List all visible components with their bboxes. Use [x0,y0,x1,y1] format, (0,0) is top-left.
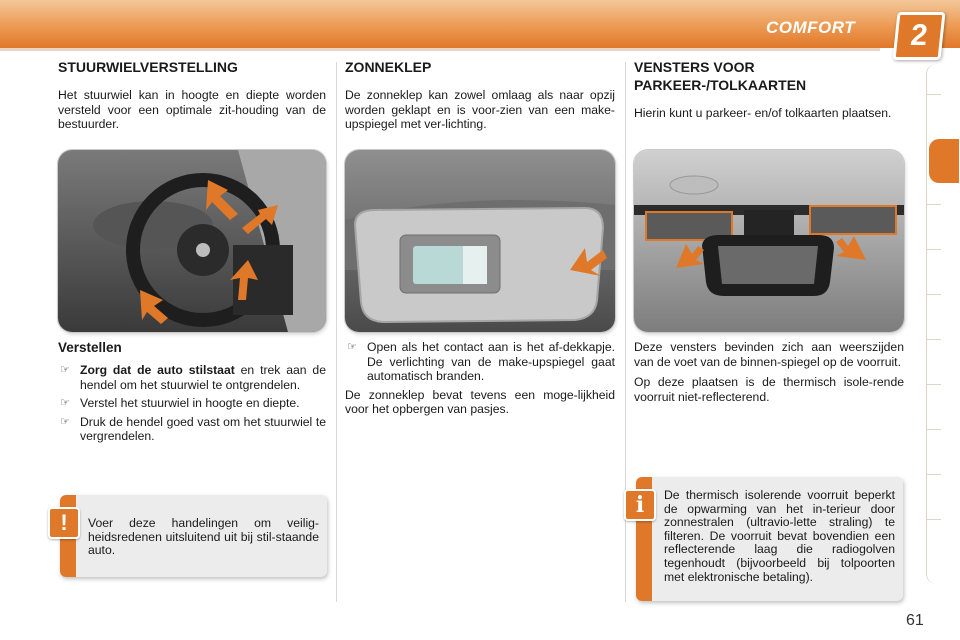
card-windows-photo [634,150,904,332]
chapter-tab[interactable] [927,94,941,95]
chapter-number-badge: 2 [892,12,945,60]
card-windows-note: Op deze plaatsen is de thermisch isole-rende voorruit niet-reflecterend. [634,375,904,404]
chapter-tab[interactable] [927,429,941,430]
step-text: en trek aan de hendel om het stuurwiel te ontgrendelen. [80,363,326,392]
list-item [58,363,326,392]
card-windows-intro: Hierin kunt u parkeer- en/of tolkaarten plaatsen. [634,106,892,120]
page-number: 61 [906,612,924,629]
sun-visor-intro: De zonneklep kan zowel omlaag als naar opzij worden geklapt en is voor-zien van een make-upspiegel met ver-lichting. [345,88,615,131]
step-text: Druk de hendel goed vast om het stuurwiel te vergrendelen. [80,414,326,443]
sun-visor-column [345,58,615,138]
header-divider [0,48,880,51]
chapter-tabs [926,64,949,584]
warning-text: Voer deze handelingen om veilig-heidsredenen uitsluitend uit bij stil-staande auto. [88,516,319,558]
column-divider [625,62,626,602]
card-windows-column [634,58,904,127]
info-text: De thermisch isolerende voorruit beperkt de opwarming van het in-terieur door zonnestralen (ultravio-lette straling) te filteren. De voorruit bevat bovendien een reflecterende laag die radiogolven tegenhoudt (bijvoorbeeld bij tolpoorten met elektronische betaling). [664,488,895,584]
chapter-tab[interactable] [927,294,941,295]
warning-note [60,495,327,577]
pointing-hand-icon: ☞ [60,364,70,376]
chapter-tab[interactable] [927,474,941,475]
info-icon: i [624,489,656,521]
step-text: Open als het contact aan is het af-dekkapje. De verlichting van de make-upspiegel gaat automatisch branden. [367,340,615,383]
sun-visor-steps [345,340,615,384]
column-divider [336,62,337,602]
chapter-tab[interactable] [927,339,941,340]
chapter-tab-active[interactable] [929,139,959,183]
step-text: Verstel het stuurwiel in hoogte en diepte. [80,396,300,410]
sun-visor-photo [345,150,615,332]
steering-wheel-photo [58,150,326,332]
card-windows-location: Deze vensters bevinden zich aan weerszijden van de voet van de binnen-spiegel op de voorruit. [634,340,904,369]
card-windows-title: VENSTERS VOOR PARKEER-/TOLKAARTEN [634,59,807,93]
sun-visor-details [345,340,615,423]
warning-icon: ! [48,507,80,539]
sun-visor-outro: De zonneklep bevat tevens een moge-lijkheid voor het opbergen van pasjes. [345,387,615,416]
card-windows-details [634,340,904,410]
adjust-section [58,340,326,448]
section-title: COMFORT [766,18,856,37]
chapter-tab[interactable] [927,519,941,520]
pointing-hand-icon: ☞ [347,341,357,353]
pointing-hand-icon: ☞ [60,415,70,428]
chapter-tab[interactable] [927,249,941,250]
steering-wheel-column [58,58,326,138]
step-emphasis: Zorg dat de auto stilstaat [80,363,235,377]
list-item [58,396,326,411]
chapter-tab[interactable] [927,384,941,385]
sun-visor-title: ZONNEKLEP [345,59,432,75]
list-item [345,340,615,384]
steering-wheel-intro: Het stuurwiel kan in hoogte en diepte worden versteld voor een optimale zit-houding van de bestuurder. [58,88,326,131]
steering-wheel-title: STUURWIELVERSTELLING [58,59,238,75]
info-note [636,477,903,601]
adjust-steps [58,363,326,444]
list-item [58,415,326,444]
adjust-subtitle: Verstellen [58,340,122,355]
pointing-hand-icon: ☞ [60,397,70,409]
chapter-tab[interactable] [927,204,941,205]
